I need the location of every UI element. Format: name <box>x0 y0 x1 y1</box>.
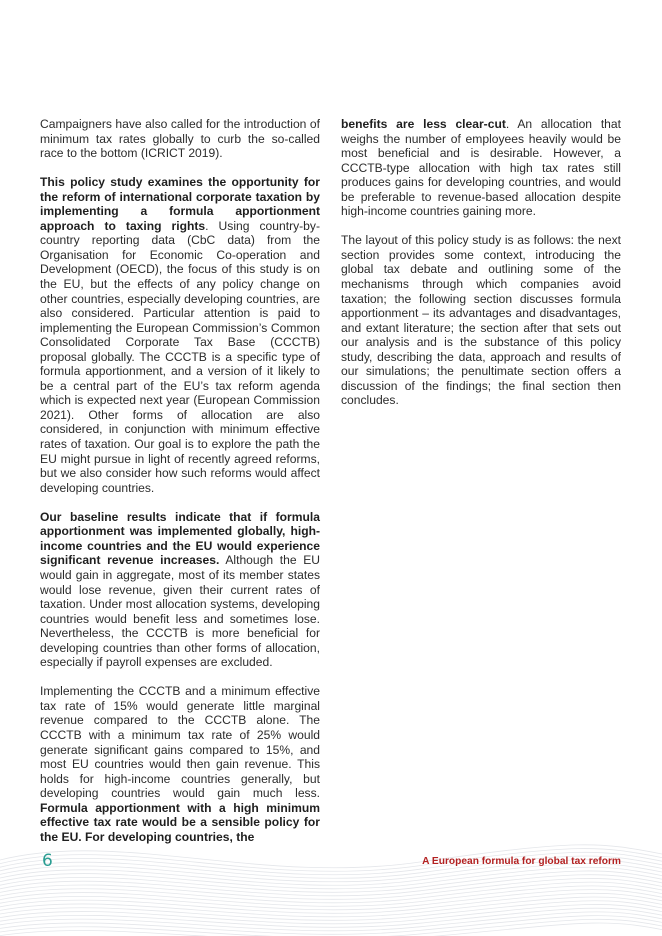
bold-text: This policy study examines the opportunity for the reform of international corporate taxation by implementing a formula apportionment approach to taxing rights <box>40 175 320 233</box>
running-title: A European formula for global tax reform <box>422 856 621 867</box>
paragraph <box>40 117 320 161</box>
paragraph-text: The layout of this policy study is as follows: the next section provides some context, introducing the global tax debate and outlining some of the mechanisms through which companies avoid taxation; the following section discusses formula apportionment – its advantages and disadvantages, and extant literature; the section after that sets out our analysis and is the substance of this policy study, describing the data, approach and results of our simulations; the penultimate section offers a discussion of the findings; the final section then concludes. <box>341 233 621 408</box>
bold-text: benefits are less clear-cut <box>341 117 506 131</box>
paragraph <box>341 233 621 408</box>
paragraph <box>40 175 320 495</box>
paragraph-text: . Using country-by-country reporting data (CbC data) from the Organisation for Economic Co-operation and Development (OECD), the focus of this study is on the EU, but the effects of any policy change on other countries, especially developing countries, are also considered. Particular attention is paid to implementing the European Commission’s Common Consolidated Corporate Tax Base (CCCTB) proposal globally. The CCCTB is a specific type of formula apportionment, and a version of it likely to be a central part of the EU’s tax reform agenda which is expected next year (European Commission 2021). Other forms of allocation are also considered, in conjunction with minimum effective rates of taxation. Our goal is to explore the path the EU might pursue in light of recently agreed reforms, but we also consider how such reforms would affect developing countries. <box>40 218 320 495</box>
wave-line <box>0 912 662 931</box>
paragraph-text: Implementing the CCCTB and a minimum effective tax rate of 15% would generate little marginal revenue compared to the CCCTB alone. The CCCTB with a minimum tax rate of 25% would generate significant gains compared to 15%, and most EU countries would then gain revenue. This holds for high-income countries generally, but developing countries would gain much less. <box>40 684 320 801</box>
paragraph-text: Campaigners have also called for the introduction of minimum tax rates globally to curb the so-called race to the bottom (ICRICT 2019). <box>40 117 320 161</box>
bold-text: Formula apportionment with a high minimum effective tax rate would be a sensible policy for the EU. For developing countries, the <box>40 800 320 844</box>
paragraph <box>341 117 621 219</box>
page-number: 6 <box>42 851 53 871</box>
right-column <box>341 117 621 422</box>
decorative-waves <box>0 840 662 936</box>
paragraph <box>40 684 320 844</box>
bold-text: Our baseline results indicate that if formula apportionment was implemented globally, high-income countries and the EU would experience significant revenue increases. <box>40 509 320 568</box>
paragraph-text: . An allocation that weighs the number of employees heavily would be most beneficial and is desirable. However, a CCCTB-type allocation with high tax rates still produces gains for developing countries, and would be preferable to revenue-based allocation despite high-income countries gaining more. <box>341 117 621 219</box>
paragraph <box>40 510 320 670</box>
paragraph-text: Although the EU would gain in aggregate, most of its member states would lose revenue, given their current rates of taxation. Under most allocation systems, developing countries would benefit less and sometimes lose. Nevertheless, the CCCTB is more beneficial for developing countries than other forms of allocation, especially if payroll expenses are excluded. <box>40 553 320 670</box>
left-column <box>40 117 320 859</box>
